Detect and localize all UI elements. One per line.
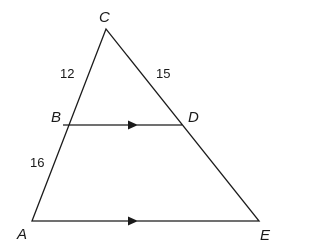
vertex-label-e: E bbox=[260, 227, 271, 244]
parallel-arrow-ae bbox=[128, 217, 138, 226]
length-label-cb: 12 bbox=[60, 66, 75, 81]
vertex-label-c: C bbox=[99, 9, 110, 26]
length-label-ba: 16 bbox=[30, 155, 45, 170]
vertex-label-b: B bbox=[51, 109, 62, 126]
vertex-label-a: A bbox=[17, 226, 28, 243]
vertex-label-d: D bbox=[188, 109, 199, 126]
length-label-cd: 15 bbox=[156, 66, 171, 81]
parallel-arrow-bd bbox=[128, 121, 138, 130]
